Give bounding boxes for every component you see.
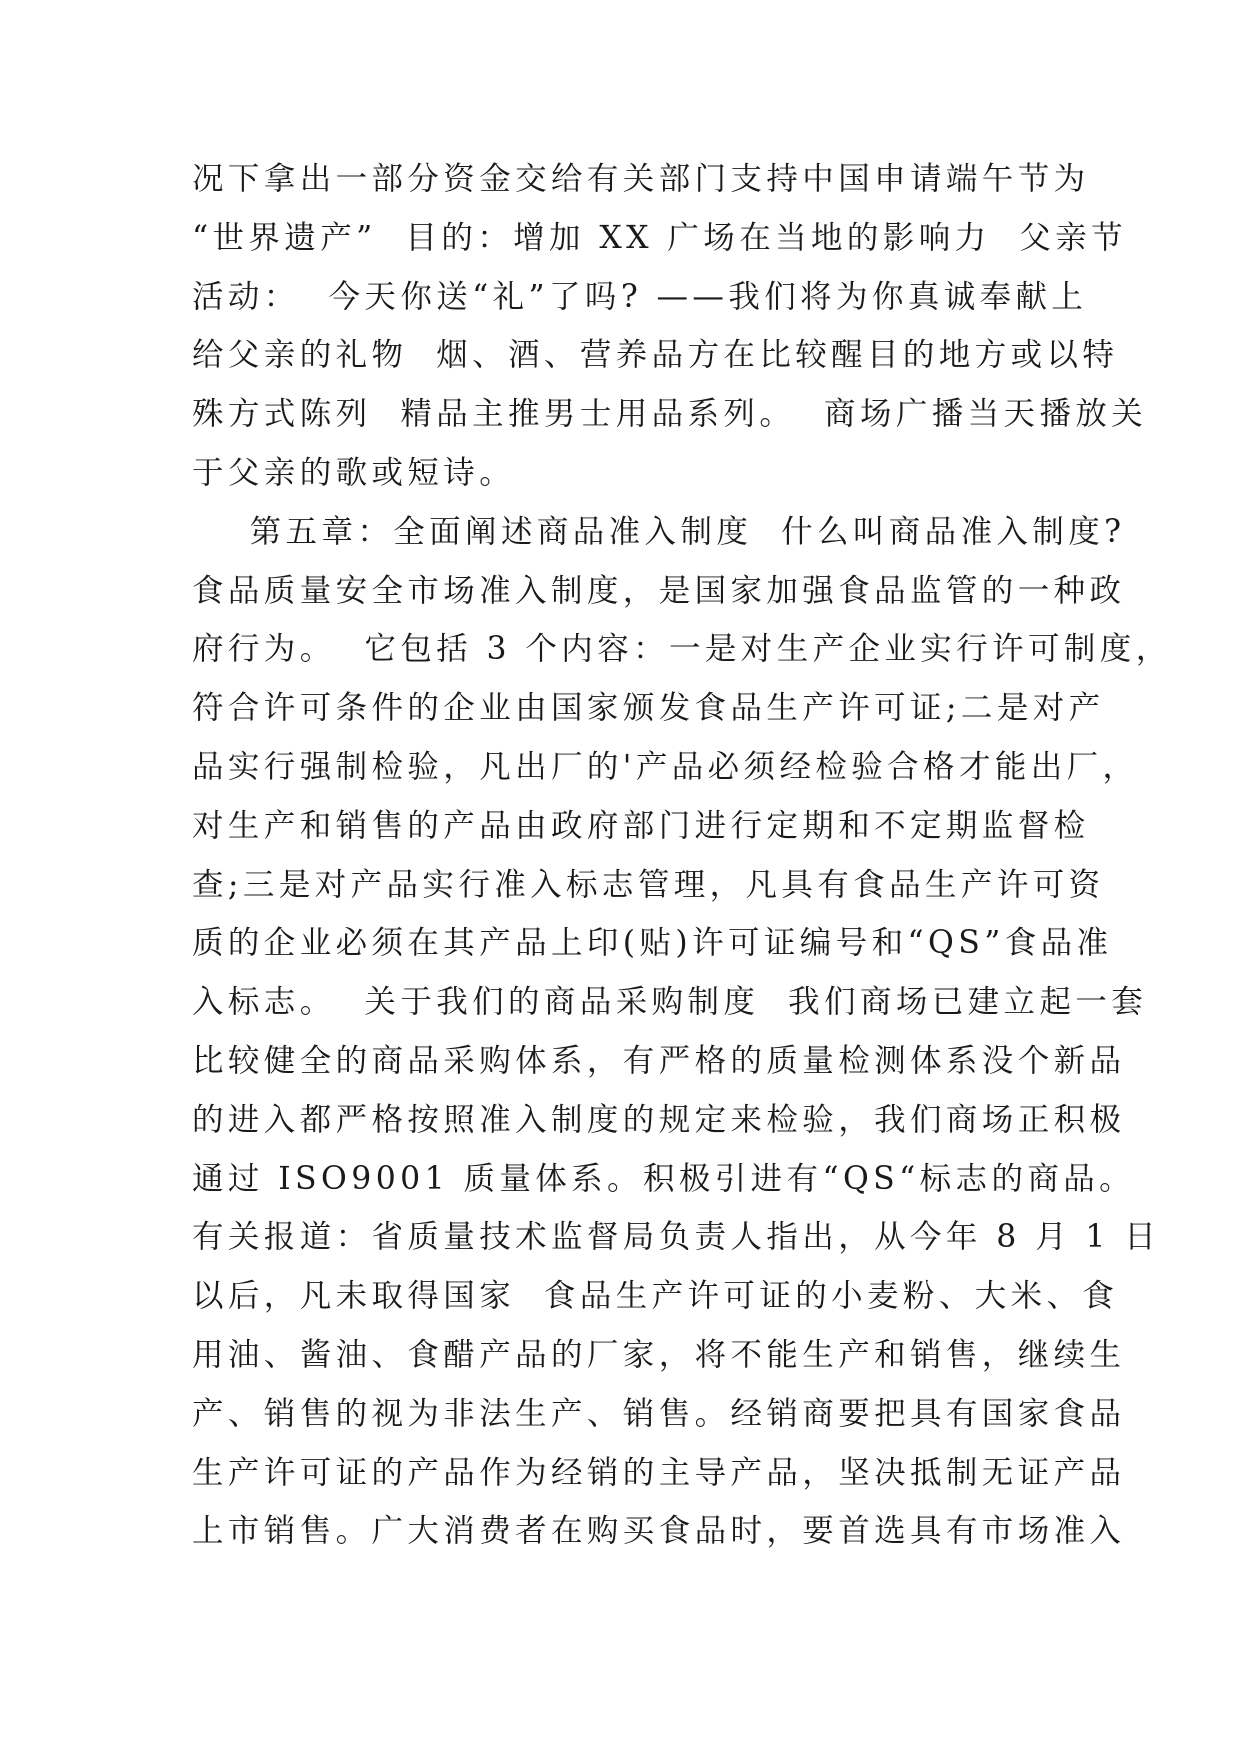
text-line: 于父亲的歌或短诗。 [192, 454, 516, 491]
text-line: 的进入都严格按照准入制度的规定来检验，我们商场正积极 [192, 1101, 1126, 1138]
text-line: 查;三是对产品实行准入标志管理，凡具有食品生产许可资 [192, 866, 1105, 903]
text-line: 符合许可条件的企业由国家颁发食品生产许可证;二是对产 [192, 690, 1105, 727]
text-line: 生产许可证的产品作为经销的主导产品，坚决抵制无证产品 [192, 1454, 1126, 1491]
text-line: 给父亲的礼物 烟、酒、营养品方在比较醒目的地方或以特 [192, 337, 1119, 374]
text-line: 通过 ISO9001 质量体系。积极引进有“QS“标志的商品。 [192, 1160, 1136, 1197]
text-line: 品实行强制检验，凡出厂的'产品必须经检验合格才能出厂， [192, 748, 1139, 785]
text-line: 况下拿出一部分资金交给有关部门支持中国申请端午节为 [192, 161, 1090, 197]
text-line: 质的企业必须在其产品上印(贴)许可证编号和“QS”食品准 [192, 925, 1113, 962]
text-line: 比较健全的商品采购体系，有严格的质量检测体系没个新品 [192, 1042, 1126, 1079]
text-line: 用油、酱油、食醋产品的厂家，将不能生产和销售，继续生 [192, 1336, 1126, 1373]
text-line: 上市销售。广大消费者在购买食品时，要首选具有市场准入 [192, 1513, 1126, 1550]
body-text [192, 150, 1172, 1561]
text-line: 入标志。 关于我们的商品采购制度 我们商场已建立起一套 [192, 984, 1148, 1021]
text-line: 第五章：全面阐述商品准入制度 什么叫商品准入制度? [192, 513, 1126, 550]
text-line: 有关报道：省质量技术监督局负责人指出，从今年 8 月 1 日 [192, 1219, 1161, 1256]
text-line: 以后，凡未取得国家 食品生产许可证的小麦粉、大米、食 [192, 1278, 1119, 1315]
text-line: “世界遗产” 目的：增加 XX 广场在当地的影响力 父亲节 [192, 219, 1128, 256]
text-line: 对生产和销售的产品由政府部门进行定期和不定期监督检 [192, 807, 1090, 844]
text-line: 食品质量安全市场准入制度，是国家加强食品监管的一种政 [192, 572, 1126, 609]
text-line: 产、销售的视为非法生产、销售。经销商要把具有国家食品 [192, 1395, 1126, 1432]
text-line: 府行为。 它包括 3 个内容：一是对生产企业实行许可制度， [192, 631, 1172, 668]
text-line: 殊方式陈列 精品主推男士用品系列。 商场广播当天播放关 [192, 396, 1148, 433]
text-line: 活动： 今天你送“礼”了吗? ——我们将为你真诚奉献上 [192, 278, 1088, 315]
